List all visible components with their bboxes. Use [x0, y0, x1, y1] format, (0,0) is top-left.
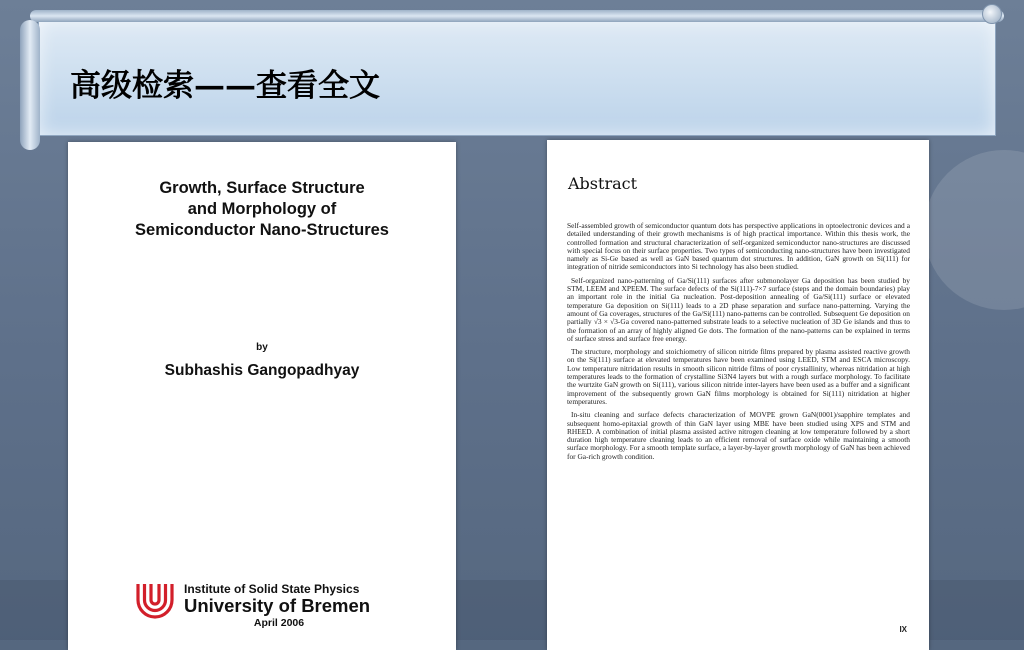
- abstract-paragraph: Self-organized nano-patterning of Ga/Si(111) surfaces after submonolayer Ga deposition has been studied by STM, LEEM and XPEEM. The surface defects of the Si(111)-7×7 surface (steps and the domain boundaries) play an important role in the initial Ga nucleation. Post-deposition annealing of Ga/Si(111) surface or elevated temperature Ga deposition on Si(111) leads to a 2D phase separation and surface nano-patterning. Varying the amount of Ga coverages, structures of the Ga/Si(111) nano-patterns can be controlled. Subsequent Ge deposition on partially √3 × √3-Ga covered nano-patterned substrate leads to a selective nucleation of 3D Ge islands and thus to the formation of an array of highly aligned Ge dots. The formation of the nano-patterns can be explained in terms of surface stress and surface free energy.: [567, 275, 910, 343]
- author-name: Subhashis Gangopadhyay: [164, 362, 360, 379]
- thesis-title-line-1: Growth, Surface Structure: [159, 179, 365, 197]
- thesis-title-line-3: Semiconductor Nano-Structures: [135, 221, 389, 239]
- title-banner: [20, 8, 1004, 150]
- page-number: IX: [899, 625, 907, 634]
- banner-curl-icon: [982, 4, 1002, 24]
- abstract-page: [547, 140, 929, 650]
- university-block: [134, 578, 394, 638]
- banner-roll-left: [20, 20, 40, 150]
- university-name: University of Bremen: [184, 595, 371, 616]
- thesis-title: [68, 178, 456, 241]
- abstract-heading: Abstract: [568, 174, 638, 193]
- institute-name: Institute of Solid State Physics: [184, 582, 360, 596]
- abstract-body: [567, 222, 910, 466]
- abstract-paragraph: The structure, morphology and stoichiometry of silicon nitride films prepared by plasma assisted reactive growth on the Si(111) surface at elevated temperatures have been examined using LEED, STM and ESCA microscopy. Low temperature nitridation results in smooth silicon nitride films of poor crystallinity, whereas nitridation at high temperatures leads to the formation of crystalline Si3N4 layers but with a rough surface morphology. To facilitate the wurtzite GaN growth on Si(111), various silicon nitride inter-layers have been used as a buffer and a significant improvement of the subsequently grown GaN films morphology is obtained for Si(111) nitridation at higher temperatures.: [567, 347, 910, 406]
- thesis-cover-page: [68, 142, 456, 650]
- university-logo-icon: [134, 582, 176, 620]
- by-label: by: [256, 342, 268, 353]
- submission-date: April 2006: [253, 617, 305, 629]
- background-decoration: [924, 150, 1024, 310]
- abstract-paragraph: In-situ cleaning and surface defects characterization of MOVPE grown GaN(0001)/sapphire templates and subsequent homo-epitaxial growth of thin GaN layer using MBE have been studied using XPS and STM and RHEED. A combination of initial plasma assisted active nitrogen cleaning at low temperature followed by a short duration high temperature cleaning leads to an efficient removal of surface oxide while maintaining a smooth surface morphology. For a smooth template surface, a layer-by-layer growth morphology of GaN has been achieved for Ga-rich growth condition.: [567, 410, 910, 461]
- banner-roll-top: [30, 10, 1004, 22]
- thesis-title-line-2: and Morphology of: [187, 200, 337, 218]
- abstract-paragraph: Self-assembled growth of semiconductor quantum dots has perspective applications in optoelectronic devices and a detailed understanding of their growth mechanisms is of high practical importance. Within this thesis work, the controlled formation and structural characterization of self-organized semiconductor nano-structures are discussed with special focus on their surface properties. Two types of semiconducting nano-structures have been investigated namely as Si-Ge based as well as GaN based quantum dot structures. In addition, GaN growth on Si(111) for integration of nitride semiconductors into Si technology has also been studied.: [567, 221, 910, 272]
- slide-title: 高级检索——查看全文: [70, 68, 380, 104]
